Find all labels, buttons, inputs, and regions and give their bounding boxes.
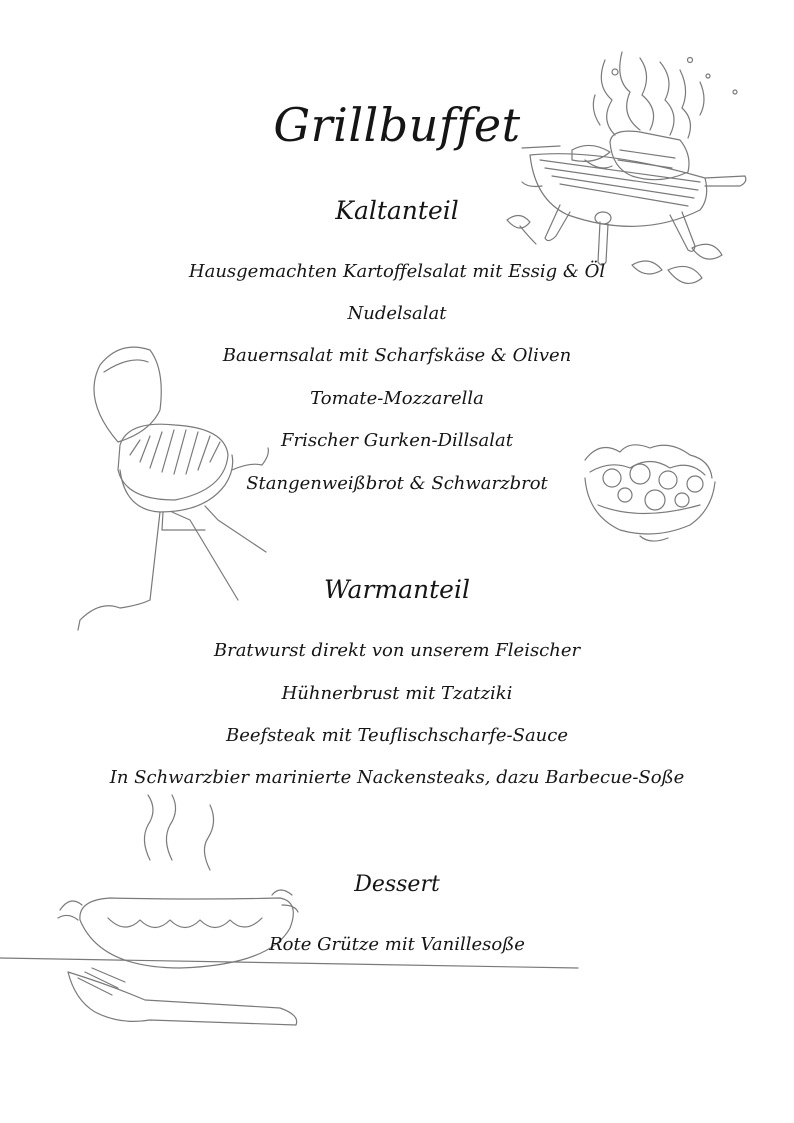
section-heading-kaltanteil: Kaltanteil [335, 196, 459, 225]
menu-item: Frischer Gurken-Dillsalat [281, 430, 513, 451]
menu-title: Grillbuffet [273, 98, 521, 152]
menu-item: Hausgemachten Kartoffelsalat mit Essig & Öl [188, 261, 606, 282]
menu-item: Hühnerbrust mit Tzatziki [281, 683, 513, 704]
menu-item: Beefsteak mit Teuflischscharfe-Sauce [225, 725, 569, 746]
menu-item: Bauernsalat mit Scharfskäse & Oliven [222, 345, 572, 366]
section-heading-warmanteil: Warmanteil [324, 575, 470, 604]
menu-item: Tomate-Mozzarella [310, 388, 484, 409]
sausage-and-fork-illustration [0, 795, 578, 1025]
section-heading-dessert: Dessert [354, 872, 440, 897]
grill-with-steak-illustration [507, 52, 746, 283]
menu-item: Rote Grütze mit Vanillesoße [269, 934, 525, 955]
menu-item: Bratwurst direkt von unserem Fleischer [213, 640, 581, 661]
menu-item: In Schwarzbier marinierte Nackensteaks, dazu Barbecue-Soße [109, 767, 685, 788]
menu-item: Stangenweißbrot & Schwarzbrot [246, 473, 548, 494]
menu-item: Nudelsalat [347, 303, 447, 324]
